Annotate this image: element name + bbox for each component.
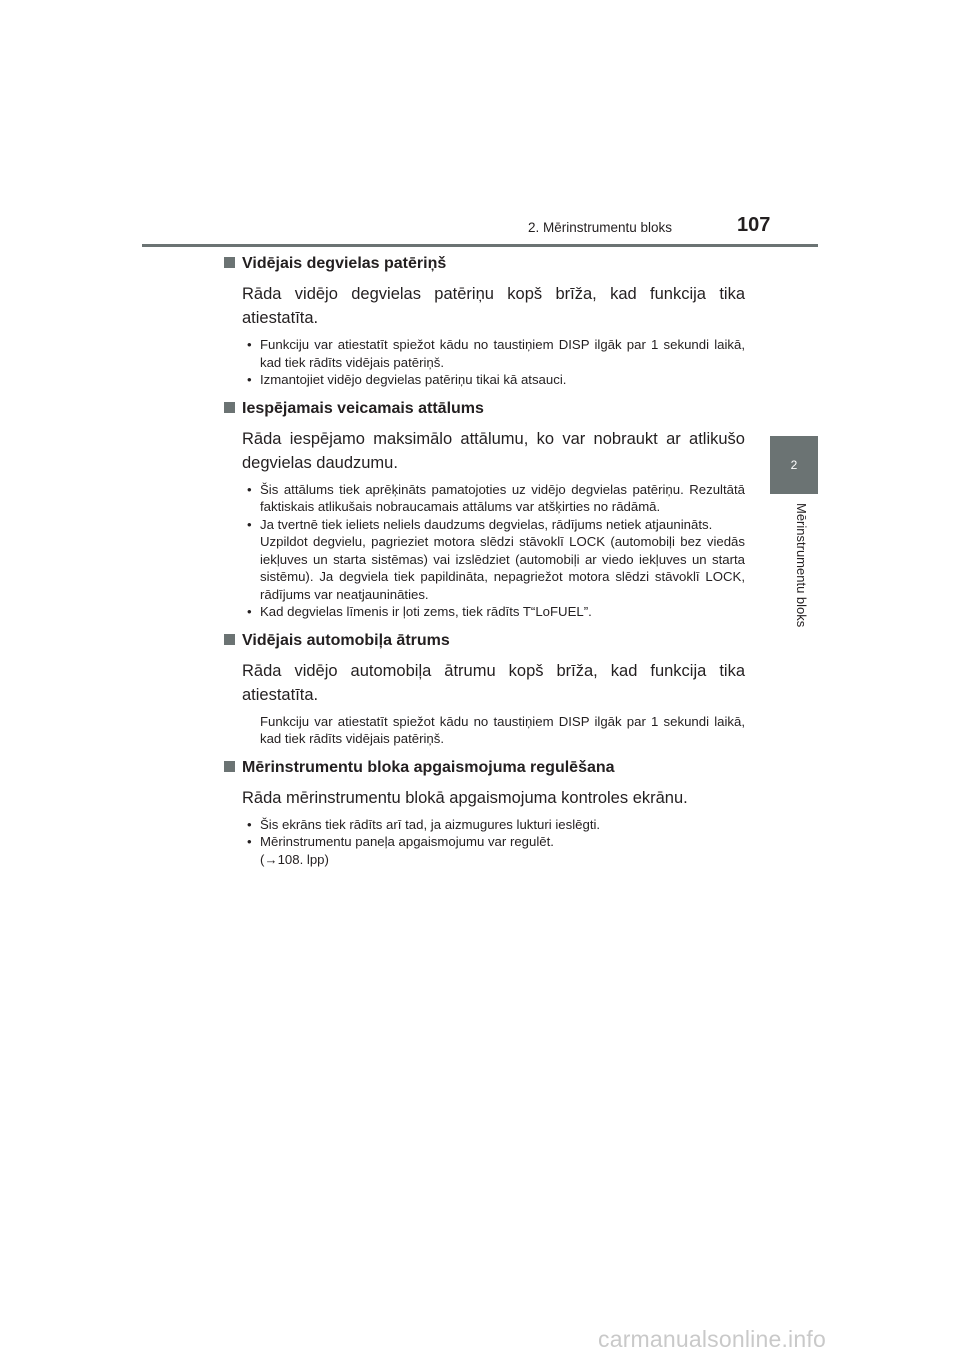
note-item (242, 833, 745, 868)
chapter-side-label: Mērinstrumentu bloks (794, 503, 809, 628)
section-marker-icon (224, 257, 235, 268)
section-marker-icon (224, 634, 235, 645)
header-section-title: 2. Mērinstrumentu bloks (528, 220, 673, 235)
header-divider (142, 244, 818, 247)
chapter-tab[interactable] (770, 436, 818, 494)
note-item: • Izmantojiet vidējo degvielas patēriņu tikai kā atsauci. (242, 371, 745, 389)
section-heading-driving-range (222, 399, 745, 419)
note-continuation: Uzpildot degvielu, pagrieziet motora slēdzi stāvoklī LOCK (automobiļi bez viedās iekļuves un starta sistēmas) vai izslēdziet (automobiļi ar viedo iekļuves un starta sistēmu). Ja degviela tiek papildināta, nepagriežot motora slēdzi stāvoklī LOCK, rādījums var neatjaunināties. (260, 534, 745, 602)
section-heading-average-speed (222, 631, 745, 651)
note-text: Mērinstrumentu paneļa apgaismojumu var regulēt. (260, 834, 554, 849)
notes-list (242, 336, 745, 389)
note-item: • Šis ekrāns tiek rādīts arī tad, ja aizmugures lukturi ieslēgti. (242, 816, 745, 834)
section-heading-illumination (222, 758, 745, 778)
note-item: • Šis attālums tiek aprēķināts pamatojoties uz vidējo degvielas patēriņu. Rezultātā faktiskais atlikušais nobraucamais attālums var atšķirties no rādāmā. (242, 481, 745, 516)
chapter-tab-number: 2 (790, 458, 798, 472)
watermark: carmanualsonline.info (598, 1326, 826, 1352)
section-marker-icon (224, 402, 235, 413)
section-body: Rāda mērinstrumentu blokā apgaismojuma kontroles ekrānu. (242, 788, 688, 807)
note-text: Ja tvertnē tiek ieliets neliels daudzums degvielas, rādījums netiek atjaunināts. (260, 516, 713, 532)
note-item (242, 516, 745, 604)
section-body: Rāda vidējo degvielas patēriņu kopš brīža, kad funkcija tika atiestatīta. (242, 285, 745, 327)
notes-list (242, 816, 745, 869)
note-item: • Funkciju var atiestatīt spiežot kādu no taustiņiem DISP ilgāk par 1 sekundi laikā, kad tiek rādīts vidējais patēriņš. (242, 336, 745, 371)
section-note: Funkciju var atiestatīt spiežot kādu no taustiņiem DISP ilgāk par 1 sekundi laikā, kad tiek rādīts vidējais patēriņš. (260, 713, 745, 746)
section-body: Rāda vidējo automobiļa ātrumu kopš brīža, kad funkcija tika atiestatīta. (242, 661, 745, 704)
section-body: Rāda iespējamo maksimālo attālumu, ko var nobraukt ar atlikušo degvielas daudzumu. (242, 429, 745, 472)
section-title: Iespējamais veicamais attālums (242, 399, 484, 417)
section-marker-icon (224, 761, 235, 772)
page-content (222, 254, 745, 878)
section-title: Mērinstrumentu bloka apgaismojuma regulēšana (242, 758, 615, 776)
page-number: 107 (737, 214, 771, 236)
note-item: • Kad degvielas līmenis ir ļoti zems, tiek rādīts T“LoFUEL”. (242, 603, 745, 621)
section-heading-average-fuel (222, 254, 745, 274)
section-title: Vidējais degvielas patēriņš (242, 255, 447, 272)
section-title: Vidējais automobiļa ātrums (242, 631, 450, 649)
notes-list (242, 481, 745, 621)
page-reference-link[interactable]: (→108. lpp) (260, 851, 329, 867)
